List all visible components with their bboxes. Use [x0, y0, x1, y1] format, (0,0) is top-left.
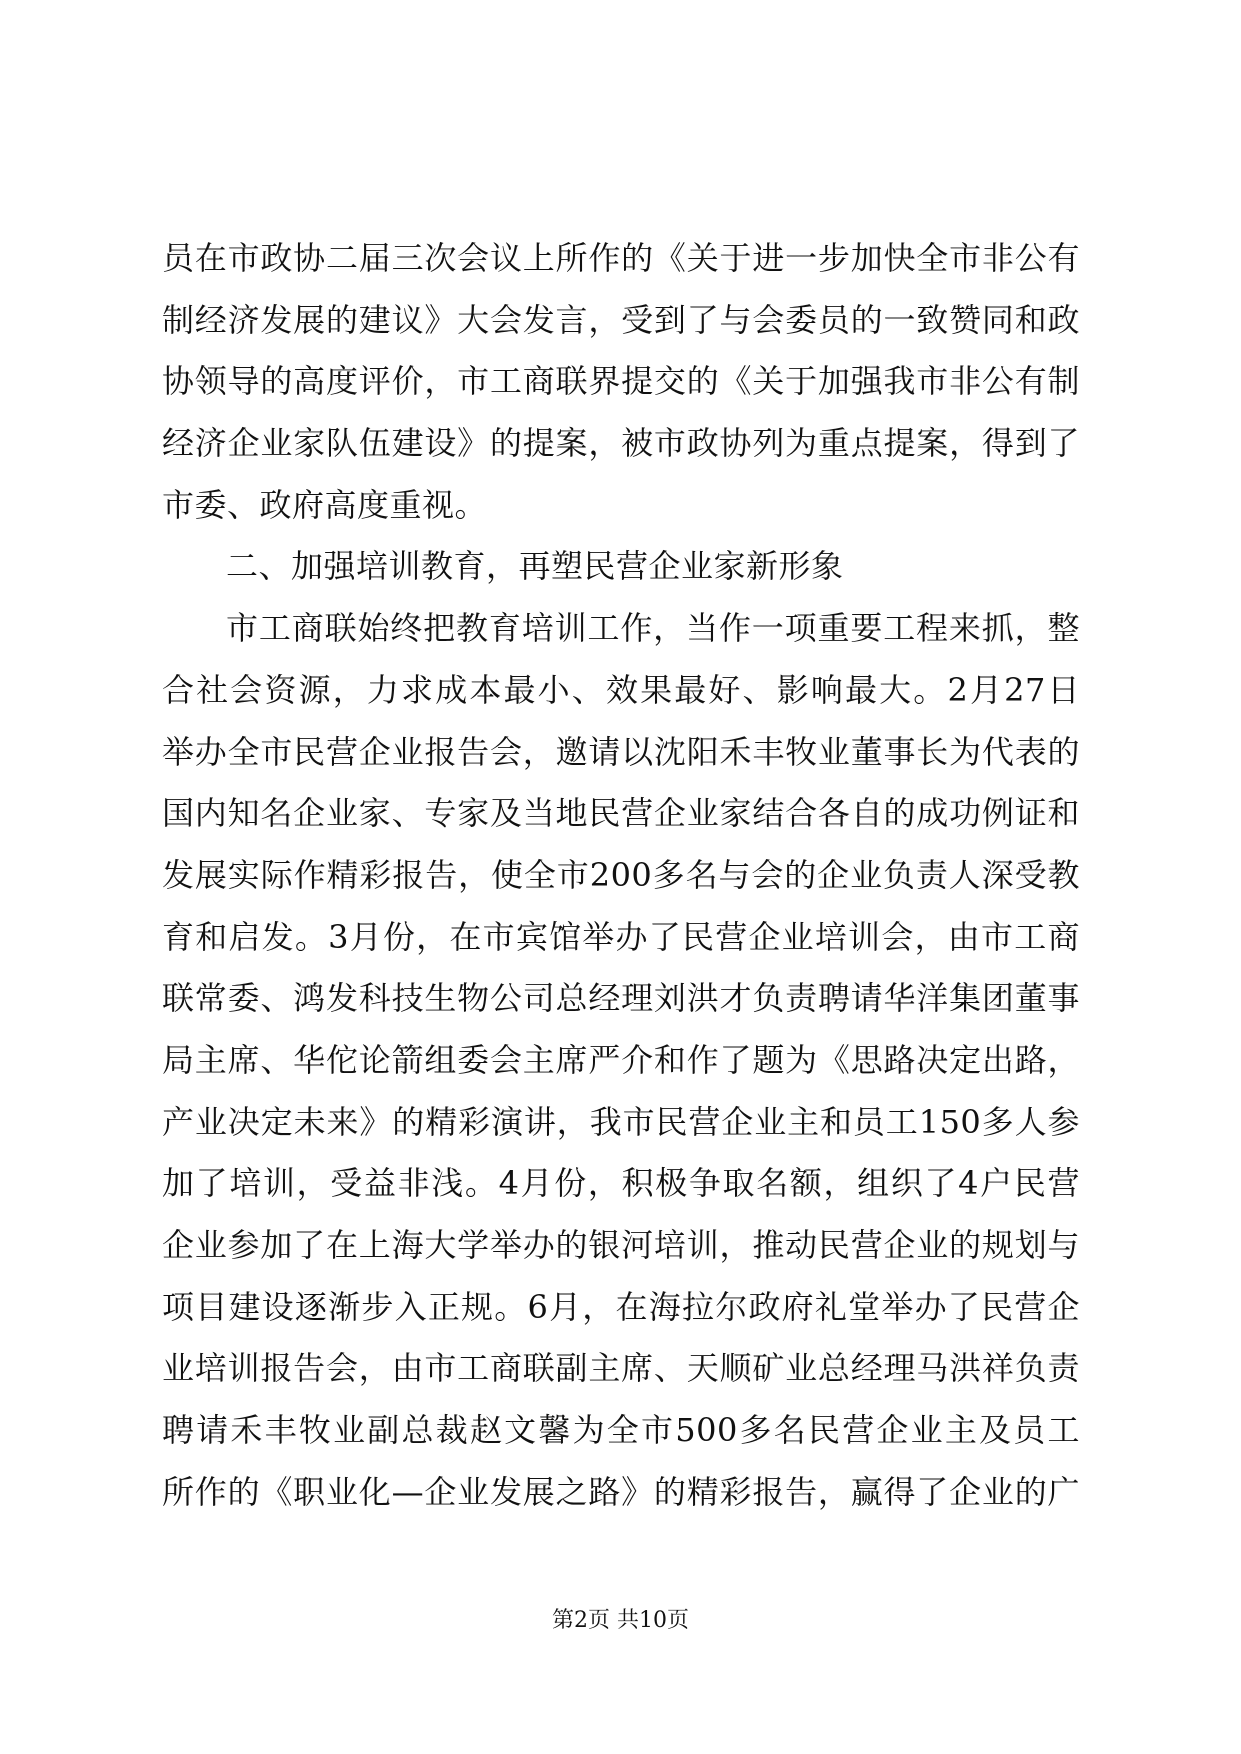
text-line: 育和启发。3月份，在市宾馆举办了民营企业培训会，由市工商	[162, 917, 1080, 956]
page-footer	[0, 1606, 1241, 1636]
text-line: 业培训报告会，由市工商联副主席、天顺矿业总经理马洪祥负责	[162, 1349, 1080, 1388]
text-line: 合社会资源，力求成本最小、效果最好、影响最大。2月27日	[162, 670, 1080, 709]
text-line: 经济企业家队伍建设》的提案，被市政协列为重点提案，得到了	[162, 424, 1080, 463]
text-line: 制经济发展的建议》大会发言，受到了与会委员的一致赞同和政	[162, 300, 1080, 339]
text-line: 所作的《职业化—企业发展之路》的精彩报告，赢得了企业的广	[162, 1472, 1080, 1511]
text-line: 协领导的高度评价，市工商联界提交的《关于加强我市非公有制	[162, 362, 1080, 401]
text-line: 企业参加了在上海大学举办的银河培训，推动民营企业的规划与	[162, 1226, 1080, 1264]
text-line: 联常委、鸿发科技生物公司总经理刘洪才负责聘请华洋集团董事	[162, 979, 1080, 1018]
document-body	[162, 228, 1080, 1523]
text-line: 聘请禾丰牧业副总裁赵文馨为全市500多名民营企业主及员工	[162, 1411, 1080, 1450]
text-line: 局主席、华佗论箭组委会主席严介和作了题为《思路决定出路，	[162, 1040, 1080, 1079]
text-line: 市委、政府高度重视。	[162, 485, 488, 524]
text-line: 员在市政协二届三次会议上所作的《关于进一步加快全市非公有	[162, 239, 1080, 277]
text-line: 举办全市民营企业报告会，邀请以沈阳禾丰牧业董事长为代表的	[162, 732, 1080, 771]
text-line: 加了培训，受益非浅。4月份，积极争取名额，组织了4户民营	[162, 1164, 1080, 1203]
text-line: 发展实际作精彩报告，使全市200多名与会的企业负责人深受教	[162, 855, 1080, 894]
page-number-label: 第2页 共10页	[552, 1608, 689, 1633]
text-line: 国内知名企业家、专家及当地民营企业家结合各自的成功例证和	[162, 794, 1080, 833]
text-line: 市工商联始终把教育培训工作，当作一项重要工程来抓，整	[226, 609, 1080, 648]
text-line: 产业决定未来》的精彩演讲，我市民营企业主和员工150多人参	[162, 1102, 1080, 1141]
text-line: 项目建设逐渐步入正规。6月，在海拉尔政府礼堂举办了民营企	[162, 1287, 1080, 1326]
section-heading: 二、加强培训教育，再塑民营企业家新形象	[226, 547, 844, 586]
